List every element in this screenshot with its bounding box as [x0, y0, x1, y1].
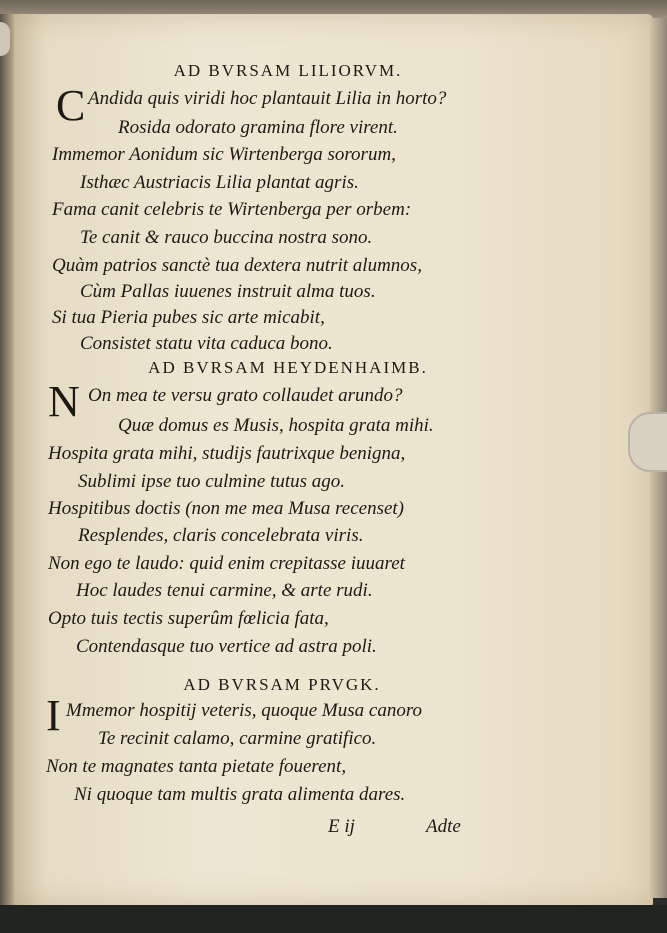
verse-line: Mmemor hospitij veteris, quoque Musa canoro — [66, 700, 423, 721]
verse-line: Quàm patrios sanctè tua dextera nutrit alumnos, — [52, 255, 422, 276]
book-page — [8, 14, 653, 907]
binding-clip-left — [0, 22, 10, 56]
background-bottom — [0, 905, 667, 933]
verse-line: Non ego te laudo: quid enim crepitasse iuuaret — [48, 553, 405, 574]
verse-line: Cùm Pallas iuuenes instruit alma tuos. — [80, 281, 376, 302]
drop-initial: N — [48, 377, 80, 426]
verse-line: Hospita grata mihi, studijs fautrixque benigna, — [48, 443, 406, 464]
verse-line: Hoc laudes tenui carmine, & arte rudi. — [76, 580, 373, 601]
drop-initial: C — [56, 81, 86, 130]
verse-line: Contendasque tuo vertice ad astra poli. — [76, 636, 377, 657]
verse-line: On mea te versu grato collaudet arundo? — [88, 385, 403, 406]
verse-line: Immemor Aonidum sic Wirtenberga sororum, — [52, 144, 396, 165]
verse-line: Si tua Pieria pubes sic arte micabit, — [52, 307, 325, 328]
section-heading: AD BVRSAM LILIORVM. — [173, 61, 403, 80]
drop-initial: I — [46, 691, 61, 740]
verse-line: Resplendes, claris concelebrata viris. — [78, 525, 364, 546]
verse-line: Rosida odorato gramina flore virent. — [118, 117, 398, 138]
verse-line: Isthæc Austriacis Lilia plantat agris. — [80, 172, 359, 193]
verse-line: Opto tuis tectis superûm fœlicia fata, — [48, 608, 329, 629]
section-heading: AD BVRSAM HEYDENHAIMB. — [148, 358, 428, 377]
verse-line: Non te magnates tanta pietate fouerent, — [46, 756, 347, 777]
signature-mark: E ij — [328, 816, 355, 837]
book-gutter-shadow — [0, 14, 14, 907]
verse-line: Ni quoque tam multis grata alimenta dares. — [74, 784, 406, 805]
verse-line: Te recinit calamo, carmine gratifico. — [98, 728, 377, 749]
section-heading: AD BVRSAM PRVGK. — [183, 675, 381, 694]
verse-line: Quæ domus es Musis, hospita grata mihi. — [118, 415, 434, 436]
verse-line: Consistet statu vita caduca bono. — [80, 333, 333, 354]
verse-line: Andida quis viridi hoc plantauit Lilia in horto? — [88, 88, 447, 109]
binding-clip-right — [628, 412, 667, 472]
verse-line: Fama canit celebris te Wirtenberga per orbem: — [52, 199, 412, 220]
verse-line: Hospitibus doctis (non me mea Musa recenset) — [48, 498, 405, 519]
catchword: Adte — [426, 816, 461, 837]
verse-line: Sublimi ipse tuo culmine tutus ago. — [78, 471, 346, 492]
verse-line: Te canit & rauco buccina nostra sono. — [80, 227, 373, 248]
